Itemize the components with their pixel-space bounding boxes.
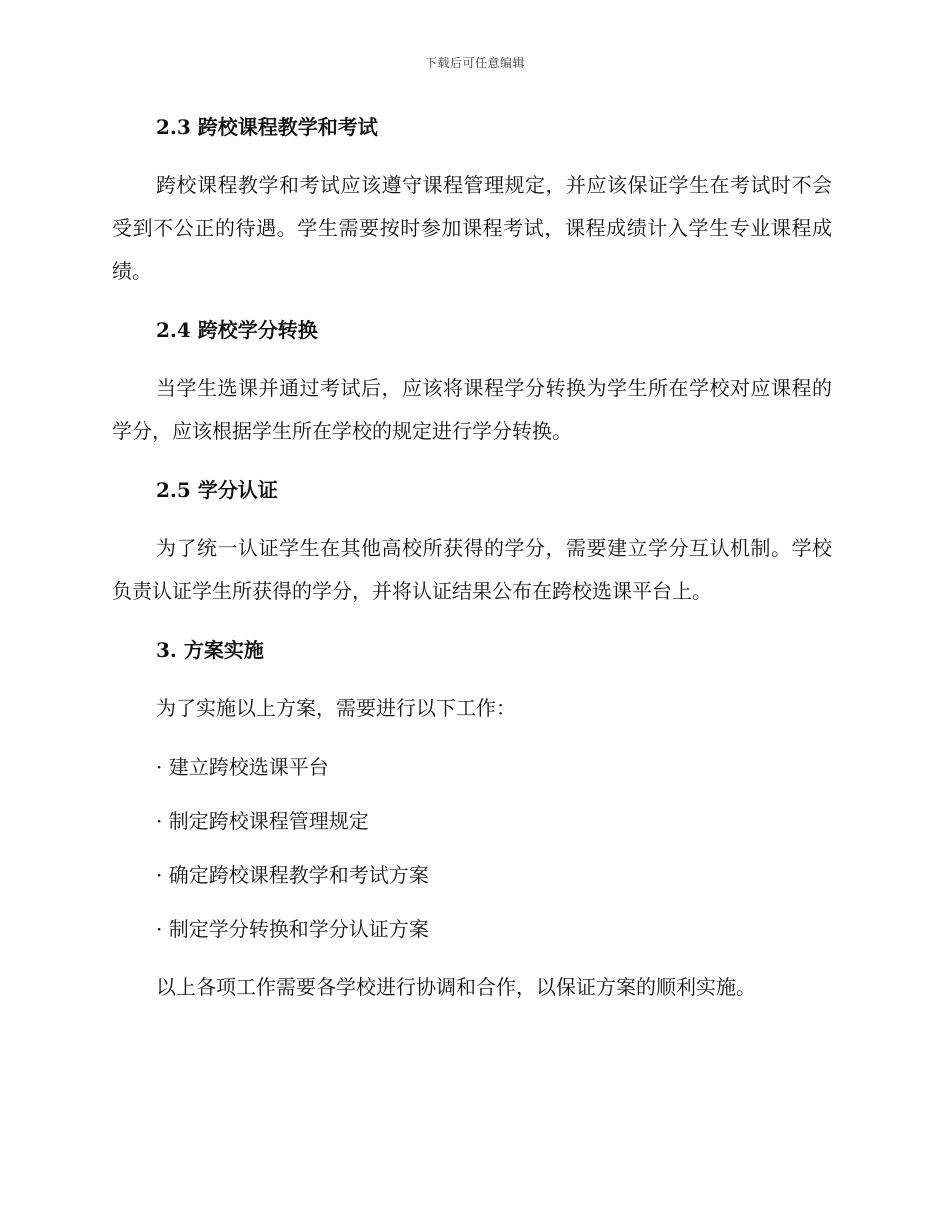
list-item: · 制定学分转换和学分认证方案: [156, 917, 429, 941]
section-intro-3: 为了实施以上方案，需要进行以下工作：: [156, 696, 516, 720]
list-item: · 制定跨校课程管理规定: [156, 809, 369, 833]
section-heading-2-5: 2.5 学分认证: [156, 478, 278, 502]
section-heading-2-4: 2.4 跨校学分转换: [156, 318, 318, 342]
section-heading-2-3: 2.3 跨校课程教学和考试: [156, 115, 378, 139]
list-item: · 建立跨校选课平台: [156, 755, 329, 779]
section-paragraph-2-3: 跨校课程教学和考试应该遵守课程管理规定，并应该保证学生在考试时不会受到不公正的待遇。学生需要按时参加课程考试，课程成绩计入学生专业课程成绩。: [112, 173, 832, 283]
document-body: [112, 110, 832, 1009]
section-conclusion-3: 以上各项工作需要各学校进行协调和合作，以保证方案的顺利实施。: [156, 975, 756, 999]
section-heading-3: 3. 方案实施: [156, 638, 264, 662]
section-paragraph-2-4: 当学生选课并通过考试后，应该将课程学分转换为学生所在学校对应课程的学分，应该根据学生所在学校的规定进行学分转换。: [112, 376, 832, 443]
list-item: · 确定跨校课程教学和考试方案: [156, 863, 429, 887]
section-paragraph-2-5: 为了统一认证学生在其他高校所获得的学分，需要建立学分互认机制。学校负责认证学生所获得的学分，并将认证结果公布在跨校选课平台上。: [112, 536, 832, 603]
header-note: 下载后可任意编辑: [424, 56, 525, 70]
